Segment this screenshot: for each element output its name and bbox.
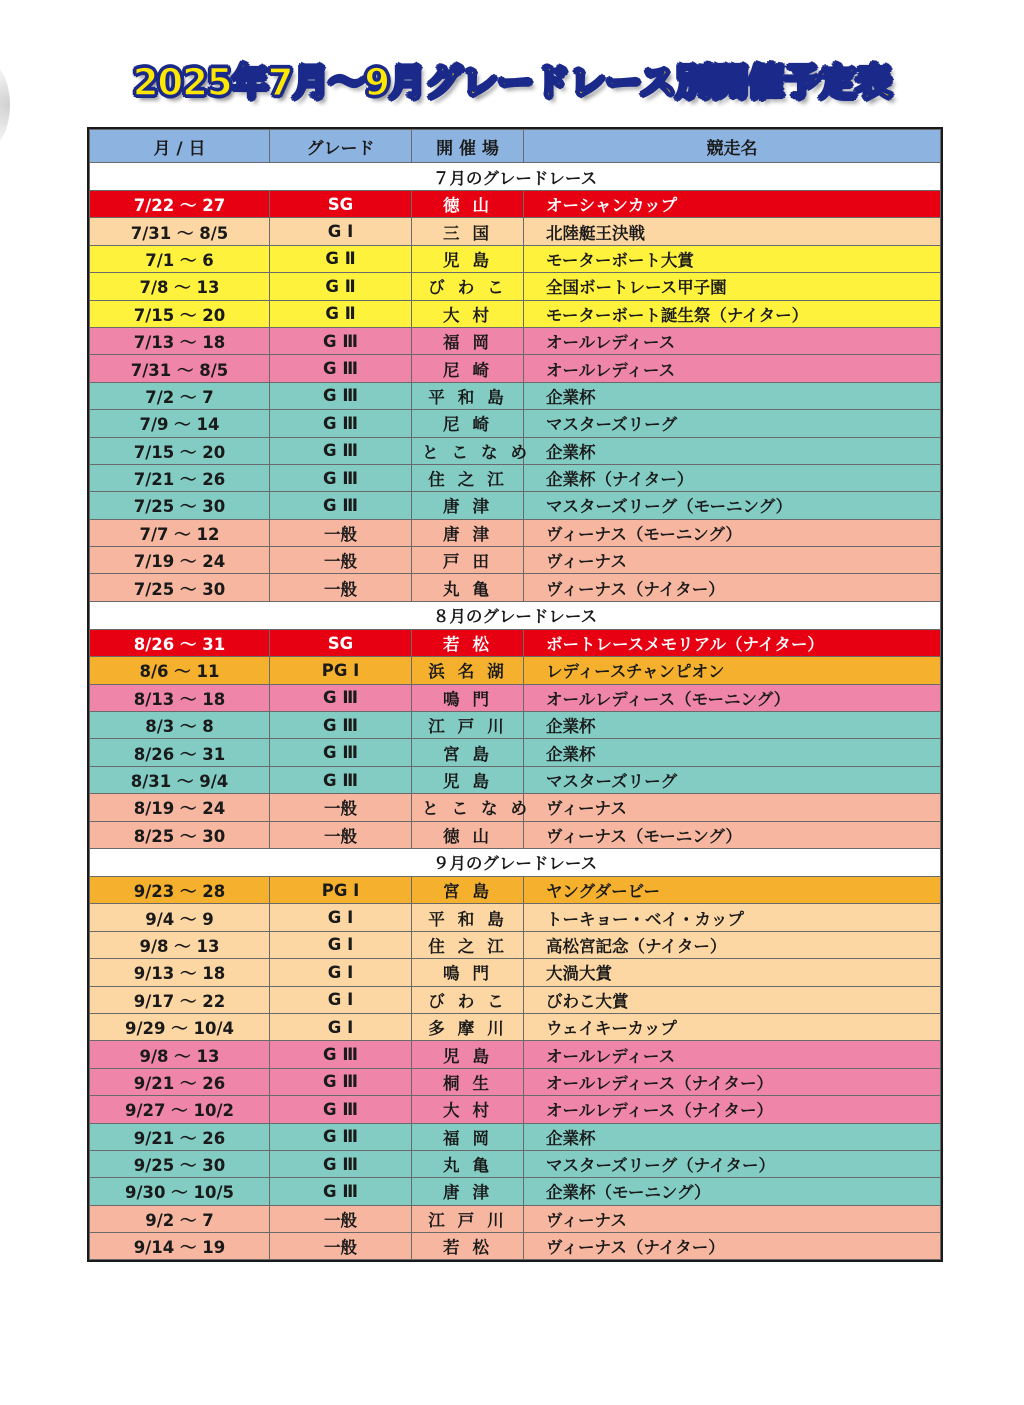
date-cell: 8/26 ～ 31 [90, 739, 270, 766]
venue-cell: 児島 [412, 766, 524, 793]
grade-cell: PG Ⅰ [270, 876, 412, 903]
grade-cell: G Ⅱ [270, 273, 412, 300]
race-name-cell: ヴィーナス（ナイター） [524, 1233, 941, 1260]
venue-cell: 桐生 [412, 1068, 524, 1095]
race-name-cell: オーシャンカップ [524, 191, 941, 218]
date-cell: 7/25 ～ 30 [90, 574, 270, 601]
date-cell: 7/9 ～ 14 [90, 410, 270, 437]
grade-cell: G Ⅰ [270, 959, 412, 986]
table-row [90, 547, 941, 574]
grade-cell: G Ⅲ [270, 1096, 412, 1123]
table-row [90, 245, 941, 272]
grade-cell: G Ⅲ [270, 684, 412, 711]
venue-cell: 鳴門 [412, 684, 524, 711]
table-row [90, 1096, 941, 1123]
table-row [90, 355, 941, 382]
date-cell: 9/17 ～ 22 [90, 986, 270, 1013]
race-name-cell: マスターズリーグ（モーニング） [524, 492, 941, 519]
race-name-cell: 企業杯 [524, 739, 941, 766]
date-cell: 7/25 ～ 30 [90, 492, 270, 519]
table-row [90, 821, 941, 848]
venue-cell: 唐津 [412, 492, 524, 519]
grade-cell: 一般 [270, 519, 412, 546]
grade-cell: 一般 [270, 821, 412, 848]
venue-cell: 徳山 [412, 191, 524, 218]
race-name-cell: ヤングダービー [524, 876, 941, 903]
table-row [90, 931, 941, 958]
venue-cell: 福岡 [412, 327, 524, 354]
grade-cell: G Ⅰ [270, 904, 412, 931]
table-row [90, 959, 941, 986]
race-name-cell: 大渦大賞 [524, 959, 941, 986]
grade-cell: G Ⅲ [270, 1123, 412, 1150]
race-name-cell: 企業杯 [524, 437, 941, 464]
table-row [90, 1068, 941, 1095]
grade-cell: G Ⅲ [270, 437, 412, 464]
date-cell: 8/6 ～ 11 [90, 657, 270, 684]
date-cell: 9/23 ～ 28 [90, 876, 270, 903]
venue-cell: 若松 [412, 1233, 524, 1260]
table-row [90, 382, 941, 409]
venue-cell: 宮島 [412, 876, 524, 903]
venue-cell: 児島 [412, 245, 524, 272]
table-row [90, 519, 941, 546]
table-row [90, 986, 941, 1013]
race-name-cell: 高松宮記念（ナイター） [524, 931, 941, 958]
race-name-cell: ヴィーナス（モーニング） [524, 821, 941, 848]
table-row [90, 766, 941, 793]
grade-cell: G Ⅲ [270, 1068, 412, 1095]
race-name-cell: オールレディース（ナイター） [524, 1068, 941, 1095]
table-row [90, 794, 941, 821]
grade-cell: 一般 [270, 1205, 412, 1232]
table-row [90, 1178, 941, 1205]
date-cell: 9/25 ～ 30 [90, 1150, 270, 1177]
venue-cell: 平和島 [412, 382, 524, 409]
grade-cell: G Ⅲ [270, 712, 412, 739]
table-row [90, 1150, 941, 1177]
date-cell: 7/7 ～ 12 [90, 519, 270, 546]
race-name-cell: 企業杯（モーニング） [524, 1178, 941, 1205]
date-cell: 7/31 ～ 8/5 [90, 355, 270, 382]
grade-cell: SG [270, 629, 412, 656]
table-row [90, 492, 941, 519]
date-cell: 9/14 ～ 19 [90, 1233, 270, 1260]
grade-cell: G Ⅰ [270, 986, 412, 1013]
table-row [90, 410, 941, 437]
table-body [90, 163, 941, 1260]
venue-cell: 江戸川 [412, 1205, 524, 1232]
venue-cell: びわこ [412, 273, 524, 300]
grade-cell: 一般 [270, 1233, 412, 1260]
table-row [90, 1041, 941, 1068]
race-name-cell: オールレディース [524, 355, 941, 382]
date-cell: 9/8 ～ 13 [90, 931, 270, 958]
grade-cell: SG [270, 191, 412, 218]
grade-cell: G Ⅲ [270, 382, 412, 409]
grade-cell: G Ⅱ [270, 300, 412, 327]
section-header-row [90, 848, 941, 876]
race-name-cell: びわこ大賞 [524, 986, 941, 1013]
grade-cell: PG Ⅰ [270, 657, 412, 684]
race-name-cell: オールレディース（ナイター） [524, 1096, 941, 1123]
grade-cell: 一般 [270, 574, 412, 601]
venue-cell: 大村 [412, 300, 524, 327]
date-cell: 9/30 ～ 10/5 [90, 1178, 270, 1205]
date-cell: 7/15 ～ 20 [90, 300, 270, 327]
table-row [90, 300, 941, 327]
page-title: 2025年7月～9月グレードレース別開催予定表 [132, 61, 892, 104]
venue-cell: 尼崎 [412, 410, 524, 437]
date-cell: 7/13 ～ 18 [90, 327, 270, 354]
venue-cell: 多摩川 [412, 1013, 524, 1040]
race-name-cell: 北陸艇王決戦 [524, 218, 941, 245]
date-cell: 7/1 ～ 6 [90, 245, 270, 272]
race-name-cell: ウェイキーカップ [524, 1013, 941, 1040]
date-cell: 9/8 ～ 13 [90, 1041, 270, 1068]
venue-cell: 唐津 [412, 1178, 524, 1205]
venue-cell: びわこ [412, 986, 524, 1013]
table-row [90, 904, 941, 931]
race-name-cell: 企業杯（ナイター） [524, 464, 941, 491]
grade-cell: G Ⅲ [270, 492, 412, 519]
grade-cell: G Ⅱ [270, 245, 412, 272]
venue-cell: 丸亀 [412, 574, 524, 601]
schedule-table [87, 127, 943, 1262]
race-name-cell: ヴィーナス [524, 547, 941, 574]
date-cell: 7/19 ～ 24 [90, 547, 270, 574]
venue-cell: 大村 [412, 1096, 524, 1123]
venue-cell: 三国 [412, 218, 524, 245]
date-cell: 9/13 ～ 18 [90, 959, 270, 986]
race-name-cell: オールレディース [524, 327, 941, 354]
venue-cell: 住之江 [412, 464, 524, 491]
header-grade: グレード [270, 130, 412, 163]
table-row [90, 218, 941, 245]
race-name-cell: モーターボート誕生祭（ナイター） [524, 300, 941, 327]
grade-cell: G Ⅲ [270, 1041, 412, 1068]
venue-cell: 江戸川 [412, 712, 524, 739]
date-cell: 8/25 ～ 30 [90, 821, 270, 848]
date-cell: 8/3 ～ 8 [90, 712, 270, 739]
date-cell: 9/2 ～ 7 [90, 1205, 270, 1232]
table-row [90, 712, 941, 739]
date-cell: 8/31 ～ 9/4 [90, 766, 270, 793]
race-name-cell: ヴィーナス（モーニング） [524, 519, 941, 546]
grade-cell: G Ⅲ [270, 766, 412, 793]
race-name-cell: 企業杯 [524, 712, 941, 739]
venue-cell: 尼崎 [412, 355, 524, 382]
venue-cell: 平和島 [412, 904, 524, 931]
table-row [90, 273, 941, 300]
header-venue: 開 催 場 [412, 130, 524, 163]
grade-cell: G Ⅰ [270, 218, 412, 245]
race-name-cell: ヴィーナス（ナイター） [524, 574, 941, 601]
section-label: ７月のグレードレース [90, 163, 941, 191]
grade-cell: G Ⅰ [270, 1013, 412, 1040]
venue-cell: 戸田 [412, 547, 524, 574]
venue-cell: 若松 [412, 629, 524, 656]
table-row [90, 1123, 941, 1150]
race-name-cell: 企業杯 [524, 1123, 941, 1150]
grade-cell: G Ⅲ [270, 355, 412, 382]
date-cell: 9/29 ～ 10/4 [90, 1013, 270, 1040]
grade-cell: G Ⅲ [270, 464, 412, 491]
race-name-cell: トーキョー・ベイ・カップ [524, 904, 941, 931]
date-cell: 8/19 ～ 24 [90, 794, 270, 821]
table-row [90, 876, 941, 903]
grade-cell: G Ⅲ [270, 1150, 412, 1177]
section-label: ９月のグレードレース [90, 848, 941, 876]
table-row [90, 327, 941, 354]
grade-cell: 一般 [270, 547, 412, 574]
section-header-row [90, 163, 941, 191]
venue-cell: 児島 [412, 1041, 524, 1068]
date-cell: 8/13 ～ 18 [90, 684, 270, 711]
race-name-cell: マスターズリーグ [524, 410, 941, 437]
date-cell: 7/21 ～ 26 [90, 464, 270, 491]
venue-cell: 鳴門 [412, 959, 524, 986]
race-name-cell: 企業杯 [524, 382, 941, 409]
race-name-cell: 全国ボートレース甲子園 [524, 273, 941, 300]
date-cell: 7/8 ～ 13 [90, 273, 270, 300]
race-name-cell: オールレディース（モーニング） [524, 684, 941, 711]
venue-cell: 丸亀 [412, 1150, 524, 1177]
date-cell: 9/4 ～ 9 [90, 904, 270, 931]
date-cell: 9/27 ～ 10/2 [90, 1096, 270, 1123]
grade-cell: G Ⅲ [270, 1178, 412, 1205]
race-name-cell: レディースチャンピオン [524, 657, 941, 684]
date-cell: 7/22 ～ 27 [90, 191, 270, 218]
venue-cell: 宮島 [412, 739, 524, 766]
venue-cell: 住之江 [412, 931, 524, 958]
table-header-row [90, 130, 941, 163]
venue-cell: とこなめ [412, 437, 524, 464]
table-row [90, 684, 941, 711]
venue-cell: 浜名湖 [412, 657, 524, 684]
table-row [90, 437, 941, 464]
table-row [90, 574, 941, 601]
grade-cell: G Ⅰ [270, 931, 412, 958]
table-row [90, 1205, 941, 1232]
grade-cell: G Ⅲ [270, 327, 412, 354]
date-cell: 7/15 ～ 20 [90, 437, 270, 464]
header-race-name: 競走名 [524, 130, 941, 163]
table-row [90, 1233, 941, 1260]
venue-cell: 福岡 [412, 1123, 524, 1150]
race-name-cell: モーターボート大賞 [524, 245, 941, 272]
race-name-cell: ヴィーナス [524, 794, 941, 821]
date-cell: 9/21 ～ 26 [90, 1123, 270, 1150]
table-row [90, 629, 941, 656]
table-row [90, 657, 941, 684]
date-cell: 8/26 ～ 31 [90, 629, 270, 656]
table-row [90, 191, 941, 218]
race-name-cell: オールレディース [524, 1041, 941, 1068]
table-row [90, 739, 941, 766]
header-date: 月 / 日 [90, 130, 270, 163]
race-name-cell: ヴィーナス [524, 1205, 941, 1232]
venue-cell: とこなめ [412, 794, 524, 821]
grade-cell: G Ⅲ [270, 410, 412, 437]
date-cell: 7/31 ～ 8/5 [90, 218, 270, 245]
race-name-cell: マスターズリーグ（ナイター） [524, 1150, 941, 1177]
grade-cell: 一般 [270, 794, 412, 821]
date-cell: 9/21 ～ 26 [90, 1068, 270, 1095]
date-cell: 7/2 ～ 7 [90, 382, 270, 409]
table-row [90, 1013, 941, 1040]
race-name-cell: ボートレースメモリアル（ナイター） [524, 629, 941, 656]
race-name-cell: マスターズリーグ [524, 766, 941, 793]
venue-cell: 徳山 [412, 821, 524, 848]
venue-cell: 唐津 [412, 519, 524, 546]
section-header-row [90, 601, 941, 629]
section-label: ８月のグレードレース [90, 601, 941, 629]
grade-cell: G Ⅲ [270, 739, 412, 766]
table-row [90, 464, 941, 491]
